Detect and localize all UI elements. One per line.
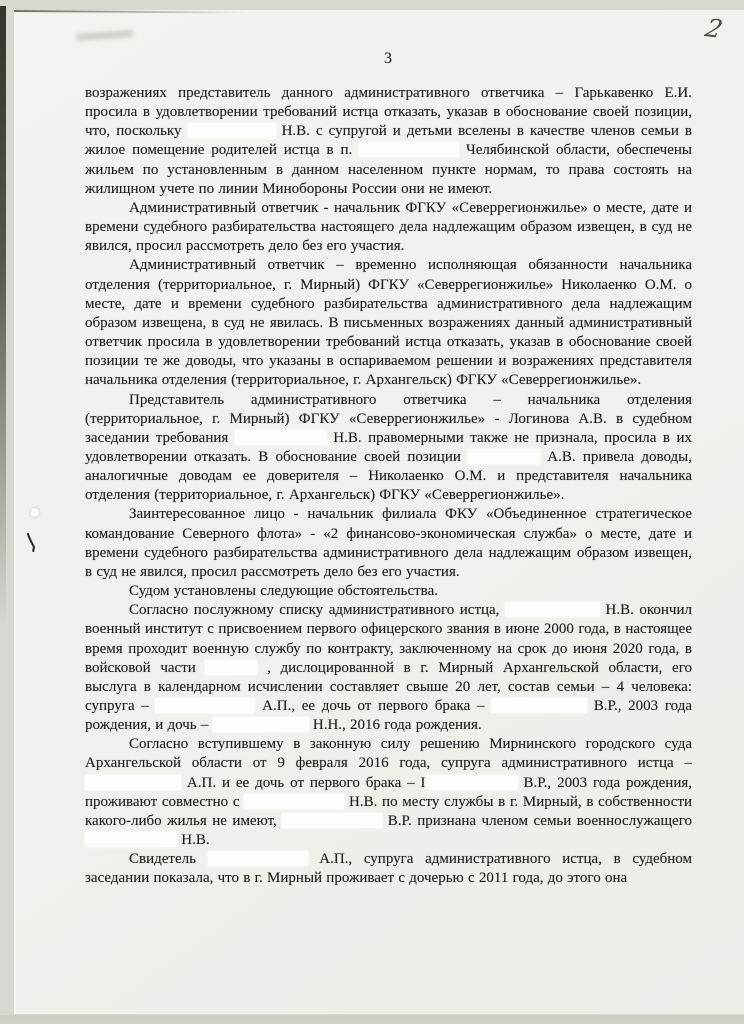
redaction-box [155,698,255,713]
handwritten-sheet-number: 2 [702,13,726,44]
redaction-box [359,142,459,157]
redaction-box [213,717,309,732]
redaction-box [282,813,382,828]
redaction-box [205,660,257,675]
scanner-bottom-edge [0,1015,744,1024]
paragraph: возражениях представитель данного административного ответчика – Гарькавенко Е.И. просила в удовлетворении требований истца отказать, указав в обоснование своей позиции, что, поскольку Н.В. с супругой и детьми вселены в качестве членов семьи в жилое помещение родителей истца в п. Челябинской области, обеспечены жильем по установленным в данном населенном пункте нормам, то права состоять на жилищном учете по линии Минобороны России они не имеют. [85,85,692,197]
paragraph: Свидетель А.П., супруга административного истца, в судебном заседании показала, что в г. Мирный проживает с дочерью с 2011 года, до этого она [85,851,692,887]
paragraph: Административный ответчик - начальник ФГКУ «Северрегионжилье» о месте, дате и времени судебного разбирательства настоящего дела надлежащим образом извещен, в суд не явился, просил рассмотреть дело без его участия. [85,199,692,255]
redaction-box [244,794,344,809]
paragraph: Заинтересованное лицо - начальник филиала ФКУ «Объединенное стратегическое командование Северного флота» - «2 финансово-экономическая служба» о месте, дате и времени судебного разбирательства административного дела надлежащим образом извещен, в суд не явился, просил рассмотреть дело без его участия. [85,506,692,580]
scanner-edge-shadow [0,6,6,626]
redaction-box [491,698,587,713]
correction-fluid-dot [30,508,39,517]
redaction-box [85,832,177,847]
paragraph: Судом установлены следующие обстоятельства. [129,583,438,600]
redaction-box [505,602,600,617]
redaction-box [85,775,181,790]
redaction-box [426,775,518,790]
redaction-box [188,123,276,138]
redaction-box [468,449,540,464]
paragraph: Административный ответчик – временно исполняющая обязанности начальника отделения (территориальное, г. Мирный) ФГКУ «Северрегионжилье» Николаенко О.М. о месте, дате и времени судебного разбирательства административного дела надлежащим образом извещена, в суд не явилась. В письменных возражениях данный административный ответчик просила в удовлетворении требований истца отказать, указав в обоснование своей позиции те же доводы, что указаны в оспариваемом решении и возражениях представителя начальника отделения (территориальное, г. Архангельск) ФГКУ «Северрегионжилье». [85,257,692,389]
pen-tick-mark [25,532,41,558]
paragraph: Согласно вступившему в законную силу решению Мирнинского городского суда Архангельской области от 9 февраля 2016 года, супруга административного истца – А.П. и ее дочь от первого брака – I В.Р., 2003 года рождения, проживают совместно с Н.В. по месту службы в г. Мирный, в собственности какого-либо жилья не имеют, В.Р. признана членом семьи военнослужащего Н.В. [85,736,692,849]
redaction-box [208,851,308,866]
paragraph: Согласно послужному списку административного истца, Н.В. окончил военный институт с присвоением первого офицерского звания в июне 2000 года, в настоящее время проходит военную службу по контракту, заключенному на срок до июня 2020 года, в войсковой части , дислоцированной в г. Мирный Архангельской области, его выслуга в календарном исчислении составляет свыше 20 лет, состав семьи – 4 человека: супруга – А.П., ее дочь от первого брака – В.Р., 2003 года рождения, и дочь – Н.Н., 2016 года рождения. [85,602,692,734]
page-number: 3 [384,50,392,67]
paragraph: Представитель административного ответчика – начальника отделения (территориальное, г. Мирный) ФГКУ «Северрегионжилье» - Логинова А.В. в судебном заседании требования Н.В. правомерными также не признала, просила в их удовлетворении отказать. В обоснование своей позиции А.В. привела доводы, аналогичные доводам ее доверителя – Николаенко О.М. и представителя начальника отделения (территориальное, г. Архангельск) ФГКУ «Северрегионжилье». [85,391,692,504]
redaction-box [235,430,327,445]
document-text-block [85,84,692,889]
